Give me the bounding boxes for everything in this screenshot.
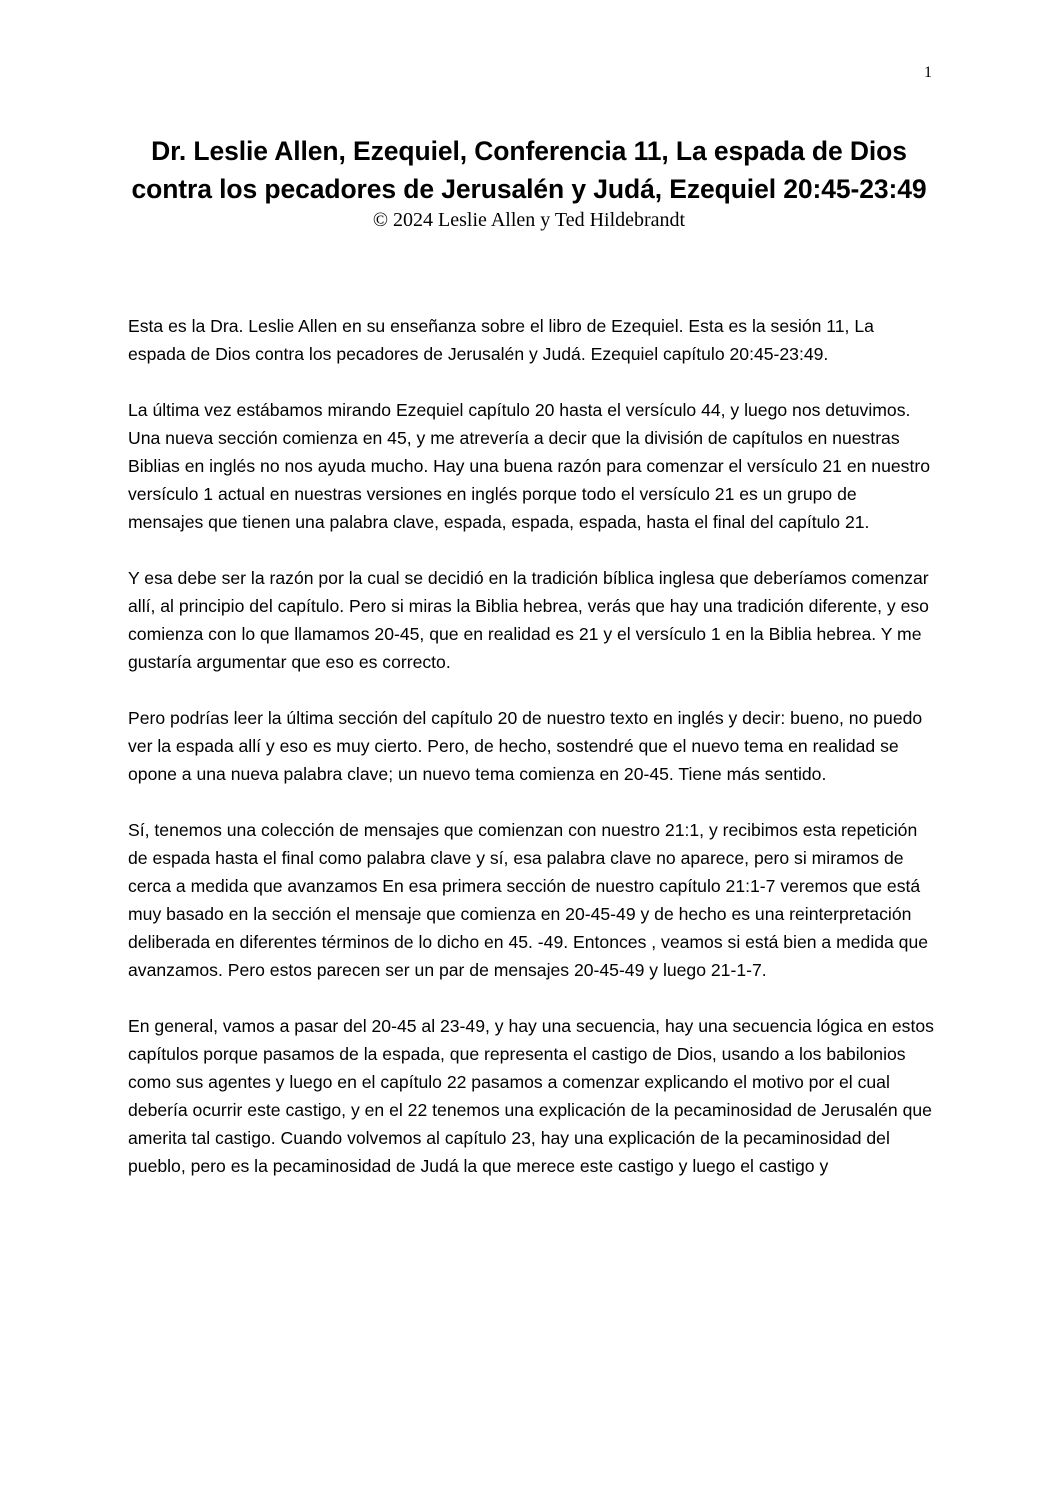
paragraph: Esta es la Dra. Leslie Allen en su enseñanza sobre el libro de Ezequiel. Esta es la sesión 11, La espada de Dios contra los pecadores de Jerusalén y Judá. Ezequiel capítulo 20:45-23:49. [128,316,874,364]
paragraph: Pero podrías leer la última sección del capítulo 20 de nuestro texto en inglés y decir: bueno, no puedo ver la espada allí y eso es muy cierto. Pero, de hecho, sostendré que el nuevo tema en realidad se opone a una nueva palabra clave; un nuevo tema comienza en 20-45. Tiene más sentido. [128,708,923,784]
title-block [128,132,930,232]
page-number: 1 [924,64,932,81]
document-body [128,312,934,1180]
paragraph: Sí, tenemos una colección de mensajes que comienzan con nuestro 21:1, y recibimos esta repetición de espada hasta el final como palabra clave y sí, esa palabra clave no aparece, pero si miramos de cerca a medida que avanzamos En esa primera sección de nuestro capítulo 21:1-7 veremos que está muy basado en la sección el mensaje que comienza en 20-45-49 y de hecho es una reinterpretación deliberada en diferentes términos de lo dicho en 45. -49. Entonces , veamos si está bien a medida que avanzamos. Pero estos parecen ser un par de mensajes 20-45-49 y luego 21-1-7. [128,820,929,980]
paragraph: En general, vamos a pasar del 20-45 al 23-49, y hay una secuencia, hay una secuencia lógica en estos capítulos porque pasamos de la espada, que representa el castigo de Dios, usando a los babilonios como sus agentes y luego en el capítulo 22 pasamos a comenzar explicando el motivo por el cual debería ocurrir este castigo, y en el 22 tenemos una explicación de la pecaminosidad de Jerusalén que amerita tal castigo. Cuando volvemos al capítulo 23, hay una explicación de la pecaminosidad del pueblo, pero es la pecaminosidad de Judá la que merece este castigo y luego el castigo y [128,1016,934,1176]
page-title: Dr. Leslie Allen, Ezequiel, Conferencia 11, La espada de Dios contra los pecadores de Jerusalén y Judá, Ezequiel 20:45-23:49 [131,136,927,204]
copyright-line: © 2024 Leslie Allen y Ted Hildebrandt [372,209,686,231]
paragraph: Y esa debe ser la razón por la cual se decidió en la tradición bíblica inglesa que deberíamos comenzar allí, al principio del capítulo. Pero si miras la Biblia hebrea, verás que hay una tradición diferente, y eso comienza con lo que llamamos 20-45, que en realidad es 21 y el versículo 1 en la Biblia hebrea. Y me gustaría argumentar que eso es correcto. [128,568,929,672]
paragraph: La última vez estábamos mirando Ezequiel capítulo 20 hasta el versículo 44, y luego nos detuvimos. Una nueva sección comienza en 45, y me atrevería a decir que la división de capítulos en nuestras Biblias en inglés no nos ayuda mucho. Hay una buena razón para comenzar el versículo 21 en nuestro versículo 1 actual en nuestras versiones en inglés porque todo el versículo 21 es un grupo de mensajes que tienen una palabra clave, espada, espada, espada, hasta el final del capítulo 21. [128,400,930,532]
